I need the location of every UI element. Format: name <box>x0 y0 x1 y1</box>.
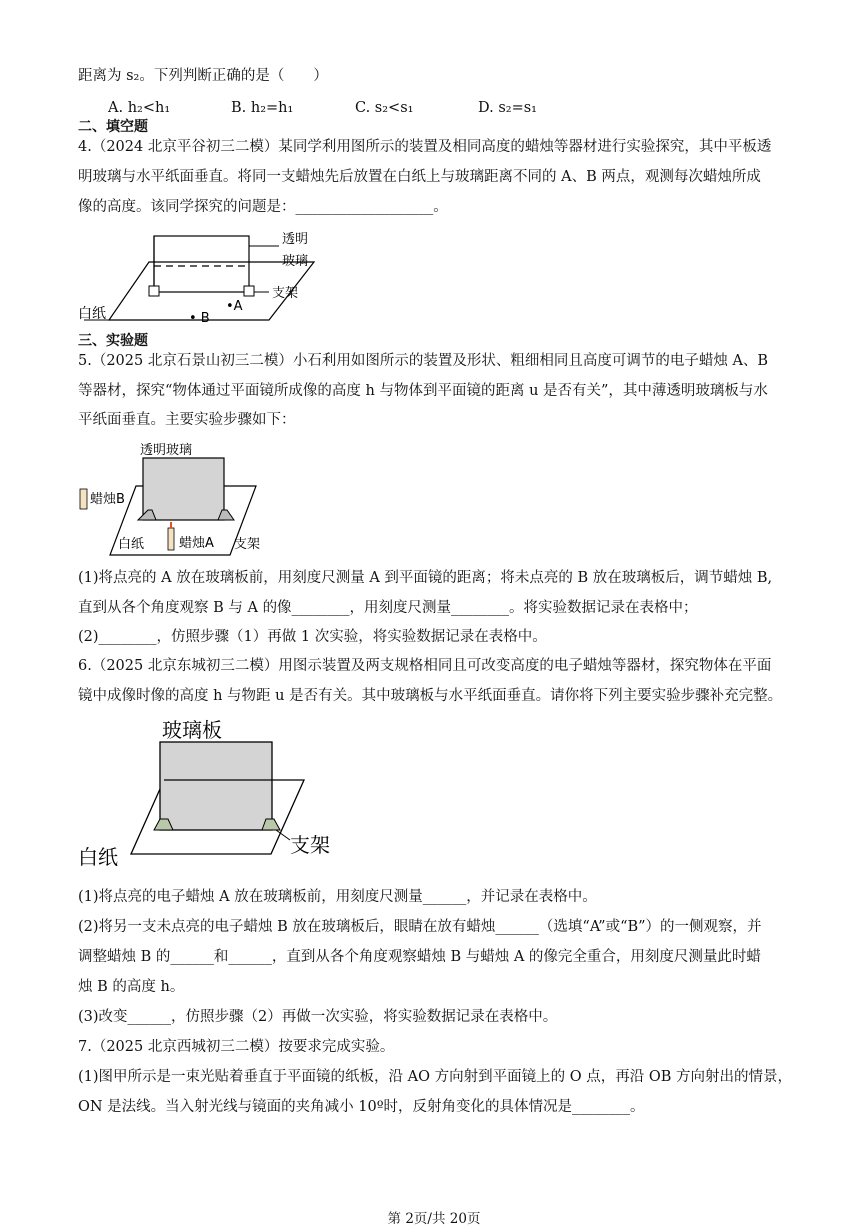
q6-step-2c: 烛 B 的高度 h。 <box>78 979 185 995</box>
q5-line-1: 5.（2025 北京石景山初三二模）小石利用如图所示的装置及形状、粗细相同且高度可调节的电子蜡烛 A、B <box>78 353 769 369</box>
page-footer: 第 2页/共 20页 <box>387 1211 481 1227</box>
q3-option-a: A. h₂<h₁ <box>108 100 171 116</box>
q6-label-stand: 支架 <box>290 833 330 857</box>
q6-line-1: 6.（2025 北京东城初三二模）用图示装置及两支规格相同且可改变高度的电子蜡烛等器材，探究物体在平面 <box>78 658 772 674</box>
q5-label-paper: 白纸 <box>118 537 145 552</box>
q5-figure <box>78 440 278 560</box>
q6-step-2b: 调整蜡烛 B 的______和______，直到从各个角度观察蜡烛 B 与蜡烛 A 的像完全重合，用刻度尺测量此时蜡 <box>78 949 761 965</box>
q4-line-2: 明玻璃与水平纸面垂直。将同一支蜡烛先后放置在白纸上与玻璃距离不同的 A、B 两点，观测每次蜡烛所成 <box>78 169 761 185</box>
q5-label-stand: 支架 <box>234 537 261 552</box>
q4-label-glass-1: 透明 <box>282 232 309 247</box>
q6-label-paper: 白纸 <box>78 845 118 869</box>
q6-step-2a: (2)将另一支未点亮的电子蜡烛 B 放在玻璃板后，眼睛在放有蜡烛______（选填“A”或“B”）的一侧观察，并 <box>78 919 762 935</box>
q7-line-1: 7.（2025 北京西城初三二模）按要求完成实验。 <box>78 1039 395 1055</box>
q4-label-glass-2: 玻璃 <box>282 254 309 269</box>
q6-step-3: (3)改变______，仿照步骤（2）再做一次实验，将实验数据记录在表格中。 <box>78 1009 558 1025</box>
q3-stem-tail: 距离为 s₂。下列判断正确的是（ ） <box>78 68 328 84</box>
q5-label-glass: 透明玻璃 <box>140 443 193 458</box>
q4-label-point-a: •A <box>226 299 243 314</box>
q4-label-paper: 白纸 <box>78 306 106 322</box>
q6-line-2: 镜中成像时像的高度 h 与物距 u 是否有关。其中玻璃板与水平纸面垂直。请你将下列主要实验步骤补充完整。 <box>78 688 783 704</box>
q6-step-1: (1)将点亮的电子蜡烛 A 放在玻璃板前，用刻度尺测量______，并记录在表格中。 <box>78 889 597 905</box>
q4-label-point-b: • B <box>189 311 210 326</box>
q5-step-1a: (1)将点亮的 A 放在玻璃板前，用刻度尺测量 A 到平面镜的距离；将未点亮的 B 放在玻璃板后，调节蜡烛 B, <box>78 570 773 586</box>
q5-line-3: 平纸面垂直。主要实验步骤如下： <box>78 412 296 428</box>
section-heading-fill: 二、填空题 <box>78 119 148 135</box>
q4-figure <box>74 226 334 330</box>
q5-label-candle-a: 蜡烛A <box>179 536 214 551</box>
q3-option-d: D. s₂=s₁ <box>478 100 537 116</box>
q6-label-glass: 玻璃板 <box>162 718 222 742</box>
q7-line-3: ON 是法线。当入射光线与镜面的夹角减小 10º时，反射角变化的具体情况是________。 <box>78 1099 645 1115</box>
q5-step-2: (2)________，仿照步骤（1）再做 1 次实验，将实验数据记录在表格中。 <box>78 629 547 645</box>
q5-line-2: 等器材，探究“物体通过平面镜所成像的高度 h 与物体到平面镜的距离 u 是否有关”，其中薄透明玻璃板与水 <box>78 383 768 399</box>
q4-line-3: 像的高度。该同学探究的问题是：___________________。 <box>78 199 448 215</box>
q7-line-2: (1)图甲所示是一束光贴着垂直于平面镜的纸板，沿 AO 方向射到平面镜上的 O 点，再沿 OB 方向射出的情景， <box>78 1069 792 1085</box>
q3-option-c: C. s₂<s₁ <box>355 100 414 116</box>
section-heading-exp: 三、实验题 <box>78 333 148 349</box>
q3-option-b: B. h₂=h₁ <box>231 100 294 116</box>
q4-label-stand: 支架 <box>272 286 299 301</box>
q6-figure <box>76 714 356 874</box>
q5-label-candle-b: 蜡烛B <box>90 492 125 507</box>
q5-step-1b: 直到从各个角度观察 B 与 A 的像________，用刻度尺测量________。将实验数据记录在表格中； <box>78 600 698 616</box>
q4-line-1: 4.（2024 北京平谷初三二模）某同学利用图所示的装置及相同高度的蜡烛等器材进行实验探究，其中平板透 <box>78 139 772 155</box>
